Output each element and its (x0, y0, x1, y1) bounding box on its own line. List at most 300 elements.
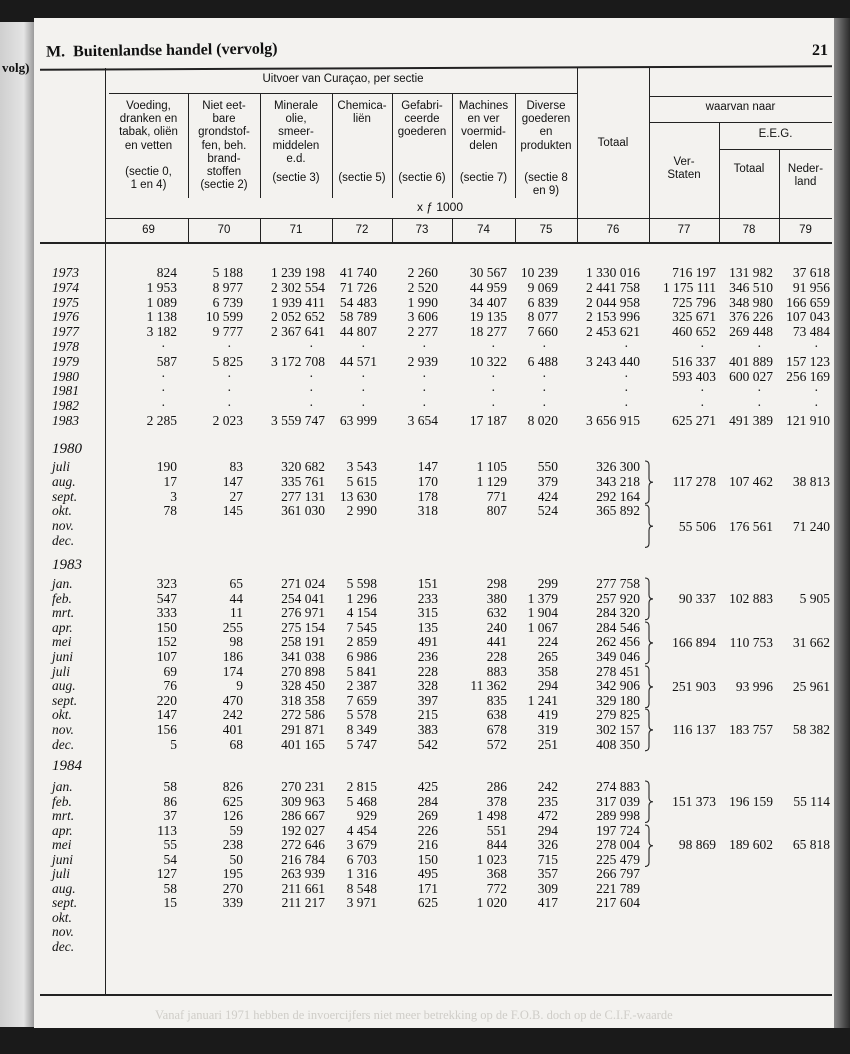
table-cell: 5 188 (212, 265, 243, 280)
table-cell: . (542, 335, 546, 350)
table-cell: . (161, 379, 165, 395)
table-cell: 279 825 (596, 707, 640, 723)
table-cell: 255 (222, 619, 243, 635)
table-cell: 44 807 (339, 324, 377, 340)
table-cell: 1 129 (476, 473, 507, 489)
quarter-total-cell: 65 818 (792, 837, 830, 853)
table-cell: 1 239 198 (271, 265, 325, 280)
quarter-total-cell: 71 240 (792, 518, 830, 534)
table-cell: . (227, 335, 231, 350)
table-cell: 286 (486, 779, 507, 794)
table-cell: 807 (486, 503, 507, 519)
table-cell: 50 (229, 851, 243, 867)
table-cell: 383 (417, 722, 438, 737)
table-cell: 5 468 (346, 793, 377, 809)
table-cell: . (814, 335, 818, 350)
table-cell: 58 (163, 880, 177, 896)
column-header-79: Neder- land (787, 163, 824, 189)
table-cell: 1 138 (146, 309, 177, 325)
table-cell: 441 (486, 634, 507, 650)
table-cell: 325 671 (672, 309, 716, 325)
table-cell: 341 038 (281, 649, 325, 664)
table-cell: . (814, 394, 818, 410)
table-cell: 86 (163, 793, 177, 809)
table-cell: 215 (417, 707, 438, 723)
quarter-total-cell: 25 961 (792, 678, 830, 694)
table-cell: 170 (417, 473, 438, 489)
unit-label: x ƒ 1000 (416, 200, 464, 214)
table-cell: 233 (417, 590, 438, 606)
table-cell: 6 703 (346, 851, 377, 867)
table-cell: 302 157 (596, 722, 640, 737)
table-cell: . (309, 335, 313, 350)
table-cell: 27 (229, 488, 243, 504)
table-cell: 2 285 (146, 413, 177, 428)
eeg-group: E.E.G. (758, 128, 793, 140)
table-cell: 335 761 (281, 473, 325, 489)
table-cell: 83 (229, 459, 243, 474)
table-cell: 166 659 (786, 294, 830, 310)
table-cell: 147 (156, 707, 177, 723)
table-cell: 107 (156, 649, 177, 664)
header-bottom-rule (40, 242, 832, 244)
table-cell: 376 226 (729, 309, 773, 325)
table-cell: 131 982 (729, 265, 773, 280)
table-cell: 309 963 (281, 793, 325, 809)
column-number-76: 76 (606, 224, 620, 236)
table-cell: 8 548 (346, 880, 377, 896)
table-cell: . (757, 394, 761, 410)
table-cell: 17 (163, 473, 177, 489)
column-header-77: Ver- Staten (667, 156, 701, 182)
table-cell: 5 578 (346, 707, 377, 723)
quarter-total-cell: 38 813 (792, 474, 830, 490)
table-cell: . (542, 364, 546, 380)
table-cell: 772 (486, 880, 507, 896)
table-cell: 2 939 (407, 353, 438, 369)
quarter-total-cell: 117 278 (672, 474, 716, 490)
table-cell: 145 (222, 503, 243, 519)
column-section-73: (sectie 6) (398, 172, 446, 184)
table-cell: 278 451 (596, 663, 640, 679)
table-cell: . (361, 379, 365, 395)
table-cell: . (422, 379, 426, 395)
table-cell: . (757, 379, 761, 395)
table-cell: 256 169 (786, 368, 830, 384)
table-cell: . (161, 394, 165, 410)
row-label-month: apr. (52, 619, 73, 635)
table-cell: 835 (486, 692, 507, 708)
table-cell: 401 165 (281, 736, 325, 752)
table-cell: 3 543 (346, 459, 377, 474)
row-label-month: okt. (52, 707, 72, 723)
page-title: M. Buitenlandse handel (vervolg) (45, 40, 278, 61)
table-cell: 126 (222, 808, 243, 823)
row-label-month: sept. (52, 488, 78, 504)
table-cell: 251 (537, 736, 558, 752)
table-cell: 195 (222, 866, 243, 881)
table-cell: . (624, 364, 628, 380)
quarter-total-cell: 189 602 (729, 837, 773, 853)
table-cell: 294 (537, 822, 558, 838)
table-cell: 328 (417, 678, 438, 694)
quarter-total-cell: 110 753 (729, 634, 773, 650)
table-cell: 2 453 621 (586, 324, 640, 340)
table-cell: 8 349 (346, 722, 377, 737)
table-cell: 217 604 (596, 895, 640, 910)
table-cell: . (161, 364, 165, 380)
table-cell: 547 (156, 590, 177, 606)
row-label-year: 1973 (52, 265, 79, 280)
table-cell: 401 (222, 722, 243, 737)
column-section-69: (sectie 0, 1 en 4) (125, 166, 172, 192)
row-label-year: 1981 (52, 383, 79, 399)
table-cell: 1 296 (346, 590, 377, 606)
table-cell: 550 (537, 459, 558, 474)
table-cell: 190 (156, 459, 177, 474)
table-cell: 1 316 (346, 866, 377, 881)
table-cell: 151 (417, 576, 438, 591)
column-section-72: (sectie 5) (338, 172, 386, 184)
table-cell: 291 871 (281, 722, 325, 737)
table-cell: 225 479 (596, 851, 640, 867)
table-cell: 44 959 (469, 279, 507, 295)
table-cell: . (542, 394, 546, 410)
bleed-through-footnote: Vanaf januari 1971 hebben de invoercijfers niet meer betrekking op de F.O.B. doch op de C.I.F.-waarde (155, 1008, 673, 1022)
quarter-total-cell: 196 159 (729, 793, 773, 809)
table-cell: 8 077 (527, 309, 558, 325)
table-cell: 186 (222, 649, 243, 664)
table-cell: 625 271 (672, 413, 716, 428)
table-cell: . (491, 379, 495, 395)
quarter-total-cell: 5 905 (799, 590, 830, 606)
table-cell: 5 598 (346, 576, 377, 591)
table-cell: 286 667 (281, 808, 325, 823)
table-cell: 417 (537, 895, 558, 910)
row-label-month: nov. (52, 722, 74, 737)
table-cell: 113 (157, 822, 177, 838)
column-header-72: Chemica- liën (337, 100, 387, 126)
row-label-year: 1974 (52, 279, 79, 295)
table-cell: 294 (537, 678, 558, 694)
previous-page-fragment: volg) (2, 60, 30, 75)
table-cell: 7 545 (346, 619, 377, 635)
table-cell: 348 980 (729, 294, 773, 310)
row-label-year: 1975 (52, 294, 79, 310)
table-cell: 254 041 (281, 590, 325, 606)
table-cell: 408 350 (596, 736, 640, 752)
table-cell: 2 990 (346, 503, 377, 519)
table-cell: . (542, 379, 546, 395)
table-cell: 7 660 (527, 324, 558, 340)
table-cell: 2 387 (346, 678, 377, 694)
table-cell: . (624, 379, 628, 395)
column-header-70: Niet eet- bare grondstof- fen, beh. brand- stoffen (sectie 2) (198, 100, 250, 192)
table-cell: 929 (356, 808, 377, 823)
table-cell: 44 571 (339, 353, 377, 369)
row-label-month: juli (52, 663, 71, 679)
table-cell: 2 260 (407, 265, 438, 280)
table-cell: 1 498 (476, 808, 507, 823)
quarter-total-cell: 55 114 (793, 793, 830, 809)
table-cell: 221 789 (596, 880, 640, 896)
row-label-month: mei (52, 634, 72, 650)
table-cell: 1 939 411 (271, 294, 325, 310)
table-cell: 68 (229, 736, 243, 752)
section-year-title: 1983 (52, 557, 82, 573)
table-cell: 358 (537, 663, 558, 679)
table-cell: 678 (486, 722, 507, 737)
table-cell: 318 358 (281, 692, 325, 708)
table-cell: 1 990 (407, 294, 438, 310)
table-cell: 150 (156, 619, 177, 635)
table-cell: 44 (229, 590, 243, 606)
table-cell: 572 (486, 736, 507, 752)
table-cell: 5 (170, 736, 177, 752)
table-cell: 600 027 (729, 368, 773, 384)
table-cell: . (624, 335, 628, 350)
quarter-total-cell: 93 996 (735, 678, 773, 694)
table-cell: 365 892 (596, 503, 640, 519)
column-section-71: (sectie 3) (272, 172, 320, 184)
table-cell: 284 546 (596, 619, 640, 635)
table-cell: 8 020 (527, 413, 558, 428)
table-cell: 107 043 (786, 309, 830, 325)
table-cell: . (361, 364, 365, 380)
table-cell: 58 789 (339, 309, 377, 325)
row-label-month: okt. (52, 503, 72, 519)
row-label-month: dec. (52, 533, 75, 548)
table-cell: 11 362 (470, 678, 507, 694)
table-cell: 284 320 (596, 605, 640, 621)
table-cell: 54 (163, 851, 177, 867)
table-cell: 2 815 (346, 779, 377, 794)
table-cell: 844 (486, 837, 507, 852)
table-cell: 278 004 (596, 837, 640, 852)
table-cell: 460 652 (672, 324, 716, 340)
table-cell: 725 796 (672, 294, 716, 310)
column-number-77: 77 (677, 224, 691, 236)
table-cell: 9 (236, 678, 243, 694)
table-cell: 226 (417, 822, 438, 838)
table-cell: 3 172 708 (271, 353, 325, 369)
table-cell: 8 977 (212, 279, 243, 295)
table-cell: 275 154 (281, 619, 325, 635)
table-cell: 5 825 (212, 353, 243, 369)
table-cell: 98 (229, 634, 243, 650)
table-cell: 401 889 (729, 353, 773, 369)
page-edge-shadow (834, 18, 850, 1028)
table-cell: 3 243 440 (586, 353, 640, 369)
table-cell: 349 046 (596, 649, 640, 664)
quarter-total-cell: 90 337 (678, 590, 716, 606)
table-cell: 333 (156, 605, 177, 621)
table-cell: 3 182 (146, 324, 177, 340)
table-cell: 235 (537, 793, 558, 809)
table-cell: 2 302 554 (271, 279, 325, 295)
column-number-74: 74 (477, 224, 490, 236)
table-cell: 289 998 (596, 808, 640, 823)
table-cell: 71 726 (339, 279, 377, 295)
table-cell: 3 679 (346, 837, 377, 852)
table-cell: . (700, 394, 704, 410)
table-cell: 1 330 016 (586, 265, 640, 280)
table-cell: 292 164 (596, 488, 640, 504)
table-cell: 228 (417, 663, 438, 679)
table-cell: 270 231 (281, 779, 325, 794)
table-cell: 419 (537, 707, 558, 723)
table-cell: 378 (486, 793, 507, 809)
table-cell: 625 (417, 895, 438, 910)
table-cell: 269 448 (729, 324, 773, 340)
table-cell: 34 407 (469, 294, 507, 310)
row-label-month: aug. (52, 678, 76, 694)
table-cell: 6 739 (212, 294, 243, 310)
table-cell: . (491, 394, 495, 410)
table-cell: 2 277 (407, 324, 438, 340)
table-cell: 632 (486, 605, 507, 621)
table-cell: 17 187 (469, 413, 507, 428)
table-cell: 357 (537, 866, 558, 881)
table-cell: 491 389 (729, 413, 773, 428)
column-number-78: 78 (742, 224, 756, 236)
table-cell: 157 123 (786, 353, 830, 369)
table-cell: 1 241 (527, 692, 558, 708)
row-label-month: juni (52, 851, 74, 867)
table-cell: . (757, 335, 761, 350)
previous-page-edge (0, 22, 34, 1027)
table-cell: 211 661 (281, 880, 325, 896)
table-cell: 274 883 (596, 779, 640, 794)
table-cell: 342 906 (596, 678, 640, 694)
table-cell: 284 (417, 793, 438, 809)
destination-group: waarvan naar (705, 101, 776, 113)
table-cell: 269 (417, 808, 438, 823)
table-cell: 339 (222, 895, 243, 910)
table-cell: 7 659 (346, 692, 377, 708)
table-cell: 1 105 (476, 459, 507, 474)
table-cell: 236 (417, 649, 438, 664)
table-cell: 147 (222, 473, 243, 489)
table-cell: 41 740 (339, 265, 377, 280)
table-cell: 10 239 (520, 265, 558, 280)
table-cell: 276 971 (281, 605, 325, 621)
table-cell: 19 135 (469, 309, 507, 325)
table-cell: 343 218 (596, 473, 640, 489)
table-cell: 10 322 (469, 353, 507, 369)
column-divider (649, 68, 650, 242)
table-cell: . (624, 394, 628, 410)
table-cell: 883 (486, 663, 507, 679)
table-cell: 2 153 996 (586, 309, 640, 325)
row-label-month: sept. (52, 895, 78, 910)
table-cell: 197 724 (596, 822, 640, 838)
table-cell: . (161, 335, 165, 350)
table-cell: 424 (537, 488, 558, 504)
table-cell: 346 510 (729, 279, 773, 295)
table-cell: . (309, 364, 313, 380)
table-cell: 368 (486, 866, 507, 881)
table-cell: 715 (537, 851, 558, 867)
table-cell: 37 (163, 808, 177, 823)
table-cell: 379 (537, 473, 558, 489)
table-cell: 380 (486, 590, 507, 606)
column-header-78: Totaal (733, 163, 765, 175)
table-cell: 121 910 (786, 413, 830, 428)
table-cell: 2 441 758 (586, 279, 640, 295)
table-cell: 2 023 (212, 413, 243, 428)
table-cell: 1 023 (476, 851, 507, 867)
table-cell: . (814, 379, 818, 395)
table-cell: 298 (486, 576, 507, 591)
column-number-79: 79 (799, 224, 812, 236)
table-cell: . (361, 335, 365, 350)
table-cell: 228 (486, 649, 507, 664)
row-label-year: 1978 (52, 339, 79, 354)
table-cell: 15 (163, 895, 177, 910)
table-cell: 542 (417, 736, 438, 752)
row-label-month: nov. (52, 518, 74, 534)
table-cell: 326 300 (596, 459, 640, 474)
row-label-year: 1980 (52, 368, 79, 384)
table-cell: 30 567 (469, 265, 507, 280)
table-cell: 58 (163, 779, 177, 794)
column-header-75: Diverse goederen en produkten (520, 100, 572, 152)
table-cell: 270 898 (281, 663, 325, 679)
table-cell: 2 052 652 (271, 309, 325, 325)
row-label-year: 1983 (52, 413, 79, 428)
table-cell: 6 986 (346, 649, 377, 664)
table-cell: 397 (417, 692, 438, 708)
table-cell: 13 630 (339, 488, 377, 504)
row-label-month: aug. (52, 473, 76, 489)
table-cell: 524 (537, 503, 558, 519)
table-cell: 265 (537, 649, 558, 664)
row-label-month: nov. (52, 924, 74, 939)
row-label-month: juli (52, 866, 71, 881)
quarter-total-cell: 31 662 (792, 634, 830, 650)
table-cell: 3 559 747 (271, 413, 325, 428)
table-cell: . (700, 379, 704, 395)
table-cell: . (491, 335, 495, 350)
row-label-month: mrt. (52, 605, 75, 621)
table-cell: 1 020 (476, 895, 507, 910)
column-number-top-rule (105, 218, 832, 219)
table-cell: 716 197 (672, 265, 716, 280)
table-cell: 6 839 (527, 294, 558, 310)
table-cell: 5 747 (346, 736, 377, 752)
destination-group-rule (649, 96, 832, 97)
quarter-total-cell: 107 462 (729, 474, 773, 490)
table-cell: 55 (163, 837, 177, 852)
table-cell: 2 520 (407, 279, 438, 295)
quarter-total-cell: 151 373 (672, 793, 716, 809)
column-number-69: 69 (142, 224, 155, 236)
row-label-month: apr. (52, 822, 73, 838)
table-cell: 211 217 (281, 895, 325, 910)
table-bottom-rule (40, 994, 832, 996)
table-cell: 238 (222, 837, 243, 852)
table-cell: 78 (163, 503, 177, 519)
table-cell: 37 618 (792, 265, 830, 280)
table-cell: 272 646 (281, 837, 325, 852)
table-cell: . (700, 335, 704, 350)
row-label-year: 1977 (52, 324, 79, 340)
table-cell: . (422, 394, 426, 410)
table-cell: 272 586 (281, 707, 325, 723)
quarter-total-cell: 176 561 (729, 518, 773, 534)
table-cell: 240 (486, 619, 507, 635)
